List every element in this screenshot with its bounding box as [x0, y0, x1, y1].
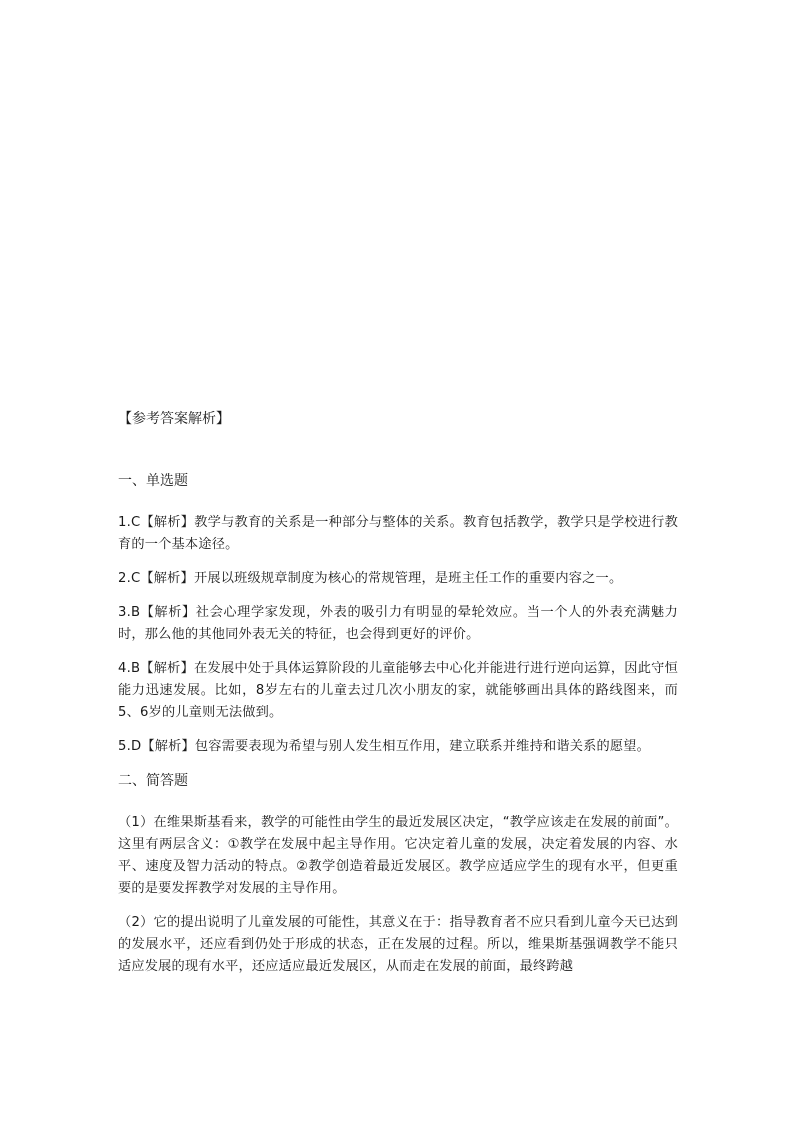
answer-item-5: 5.D【解析】包容需要表现为希望与别人发生相互作用，建立联系并维持和谐关系的愿望。: [118, 739, 651, 754]
answer-item-4: 4.B【解析】在发展中处于具体运算阶段的儿童能够去中心化并能进行进行逆向运算，因此守恒能力迅速发展。比如，8岁左右的儿童去过几次小朋友的家，就能够画出具体的路线图来，而5、6岁的儿童则无法做到。: [118, 661, 678, 720]
answer-item-3: 3.B【解析】社会心理学家发现，外表的吸引力有明显的晕轮效应。当一个人的外表充满魅力时，那么他的其他同外表无关的特征，也会得到更好的评价。: [118, 605, 678, 642]
main-heading: 【参考答案解析】: [118, 411, 230, 427]
answer-item-2: 2.C【解析】开展以班级规章制度为核心的常规管理，是班主任工作的重要内容之一。: [118, 571, 623, 586]
section-title-short-answer: 二、简答题: [118, 773, 188, 789]
short-answer-part-1: （1）在维果斯基看来，教学的可能性由学生的最近发展区决定，“教学应该走在发展的前面”。这里有两层含义：①教学在发展中起主导作用。它决定着儿童的发展，决定着发展的内容、水平、速度及智力活动的特点。②教学创造着最近发展区。教学应适应学生的现有水平，但更重要的是要发挥教学对发展的主导作用。: [118, 815, 678, 896]
section-title-single-choice: 一、单选题: [118, 473, 188, 489]
answer-content: [118, 408, 678, 978]
short-answer-part-2: （2）它的提出说明了儿童发展的可能性，其意义在于：指导教育者不应只看到儿童今天已达到的发展水平，还应看到仍处于形成的状态，正在发展的过程。所以，维果斯基强调教学不能只适应发展的现有水平，还应适应最近发展区，从而走在发展的前面，最终跨越: [118, 915, 678, 974]
answer-item-1: 1.C【解析】教学与教育的关系是一种部分与整体的关系。教育包括教学，教学只是学校进行教育的一个基本途径。: [118, 515, 678, 552]
